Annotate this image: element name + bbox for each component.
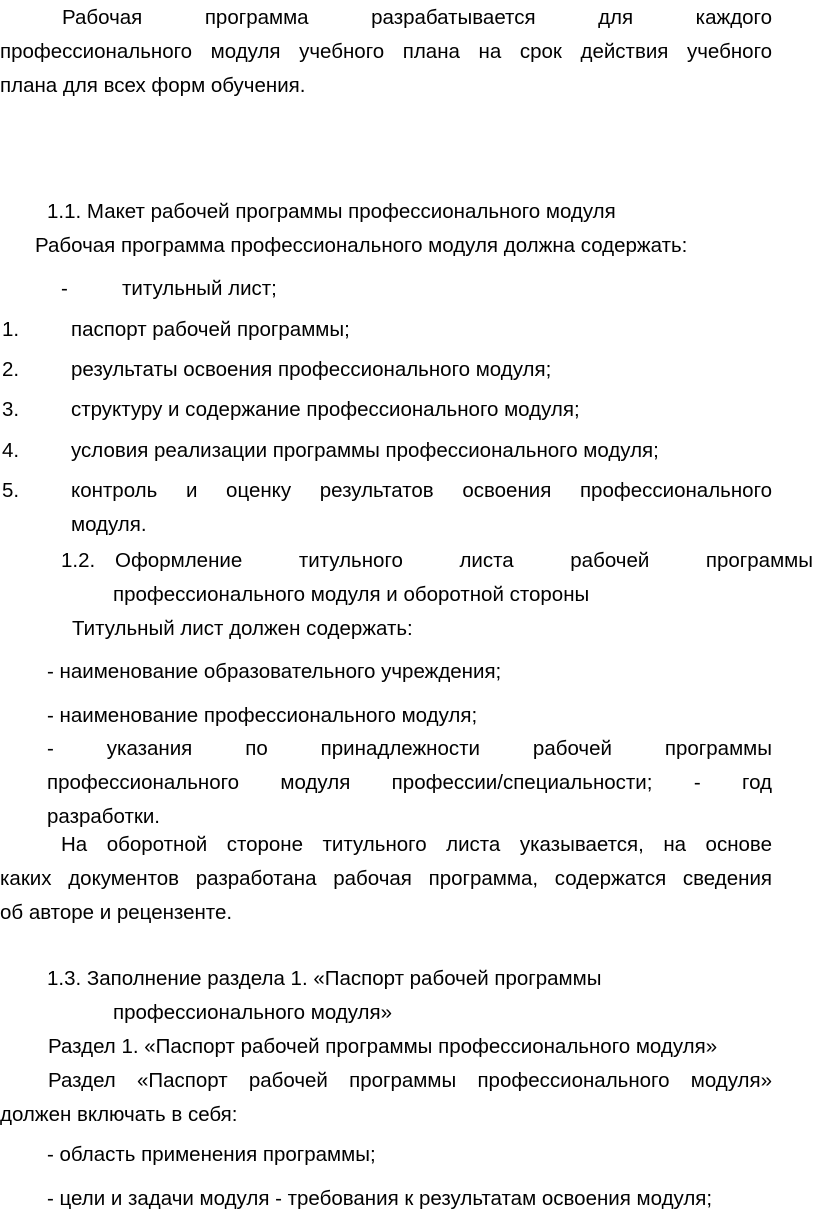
list-item-number: 4. <box>2 439 20 462</box>
list-item-continuation: модуля. <box>71 513 147 536</box>
list-item: - наименование профессионального модуля; <box>47 704 478 727</box>
para-line-1: Раздел «Паспорт рабочей программы профессионального модуля» <box>48 1069 772 1092</box>
list-item-number: 1. <box>2 318 20 341</box>
dash-marker: - <box>61 277 68 300</box>
list-item-number: 2. <box>2 358 20 381</box>
section-1-2-heading-line-2: профессионального модуля и оборотной стороны <box>113 583 590 606</box>
list-item-text: результаты освоения профессионального модуля; <box>71 358 552 381</box>
section-1-1-heading: 1.1. Макет рабочей программы профессионального модуля <box>47 200 616 223</box>
para-line-2: должен включать в себя: <box>0 1103 238 1126</box>
section-1-2-lead: Титульный лист должен содержать: <box>72 617 413 640</box>
section-1-3-subheading: Раздел 1. «Паспорт рабочей программы профессионального модуля» <box>48 1035 718 1058</box>
list-item-text: контроль и оценку результатов освоения профессионального <box>71 479 772 502</box>
list-item-last-line-1: - указания по принадлежности рабочей программы <box>47 737 772 760</box>
para-line-2: каких документов разработана рабочая программа, содержатся сведения <box>0 867 772 890</box>
para-line-3: об авторе и рецензенте. <box>0 901 233 924</box>
list-item: - наименование образовательного учреждения; <box>47 660 502 683</box>
section-1-2-number: 1.2. <box>61 549 96 572</box>
list-item: - цели и задачи модуля - требования к результатам освоения модуля; <box>47 1187 713 1210</box>
list-item-text: структуру и содержание профессионального модуля; <box>71 398 580 421</box>
section-1-1-lead: Рабочая программа профессионального модуля должна содержать: <box>35 234 688 257</box>
intro-line-2: профессионального модуля учебного плана на срок действия учебного <box>0 40 772 63</box>
para-line-1: На оборотной стороне титульного листа указывается, на основе <box>61 833 772 856</box>
intro-line-3: плана для всех форм обучения. <box>0 74 306 97</box>
list-item: - область применения программы; <box>47 1143 376 1166</box>
list-item-number: 3. <box>2 398 20 421</box>
list-item-text: паспорт рабочей программы; <box>71 318 350 341</box>
intro-line-1: Рабочая программа разрабатывается для каждого <box>62 6 772 29</box>
dash-item-text: титульный лист; <box>122 277 277 300</box>
list-item-number: 5. <box>2 479 20 502</box>
section-1-3-heading-line-1: 1.3. Заполнение раздела 1. «Паспорт рабочей программы <box>47 967 602 990</box>
section-1-3-heading-line-2: профессионального модуля» <box>113 1001 393 1024</box>
list-item-last-line-3: разработки. <box>47 805 160 828</box>
list-item-last-line-2: профессионального модуля профессии/специальности; - год <box>47 771 772 794</box>
section-1-2-heading-line-1: Оформление титульного листа рабочей программы <box>115 549 813 572</box>
list-item-text: условия реализации программы профессионального модуля; <box>71 439 659 462</box>
